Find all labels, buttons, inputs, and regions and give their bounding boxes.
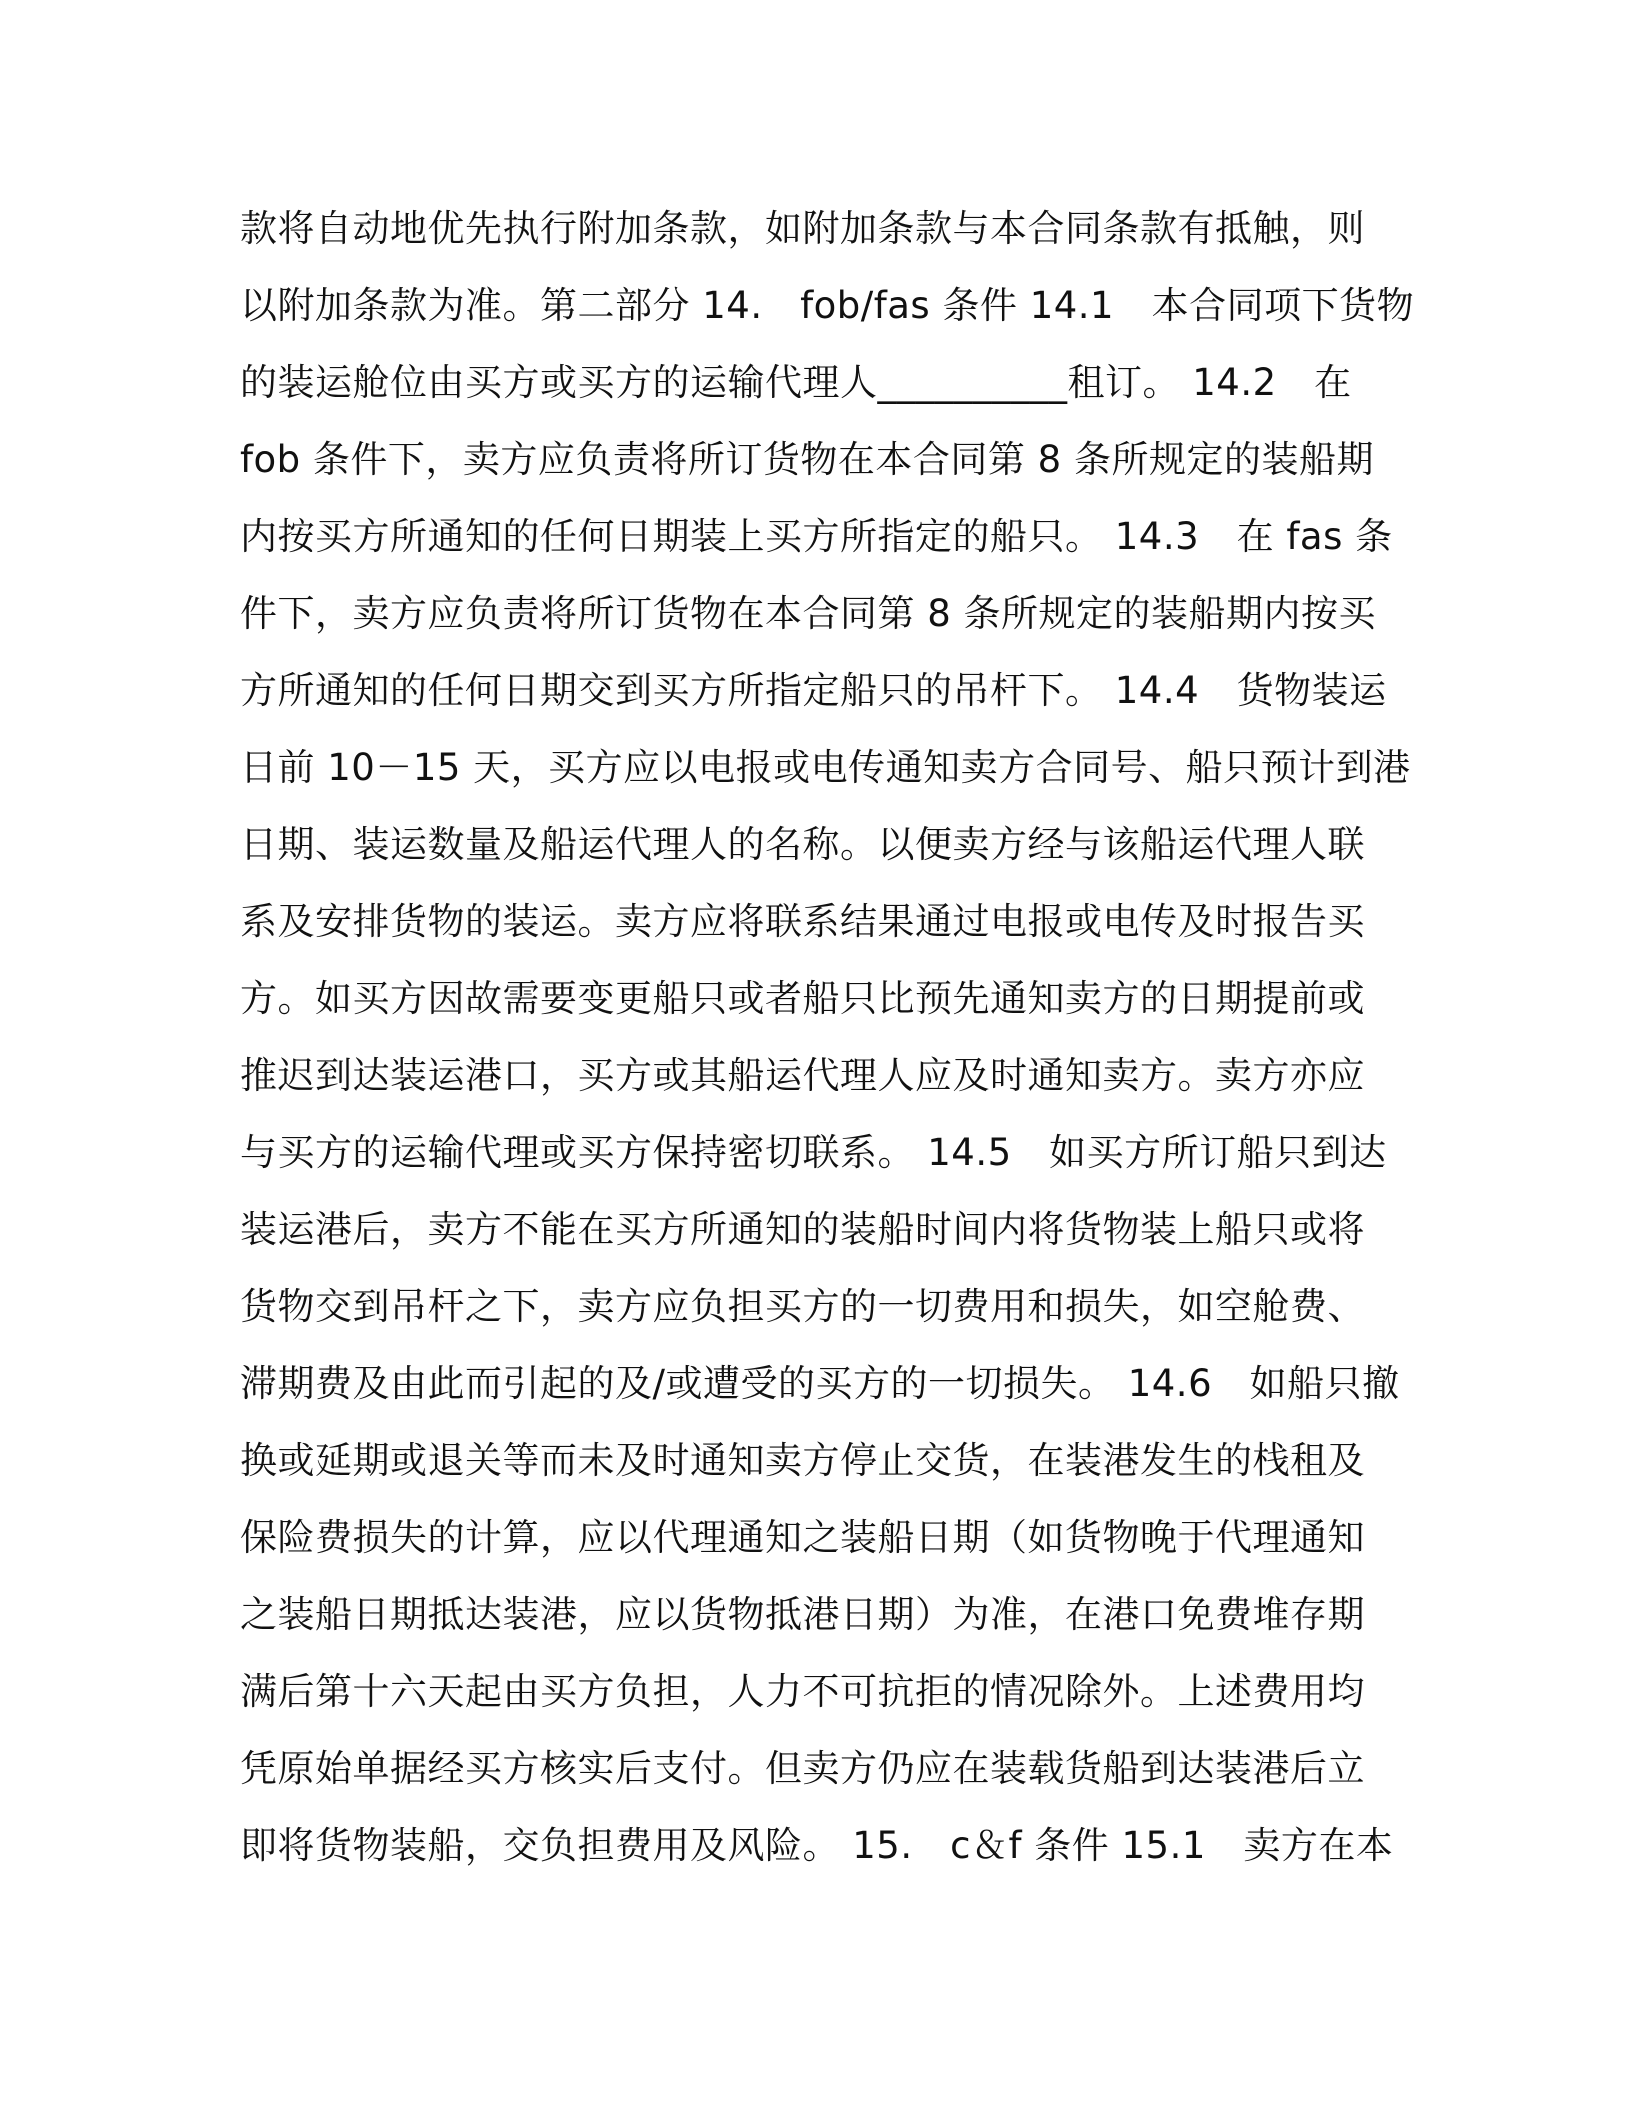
text-line: 系及安排货物的装运。卖方应将联系结果通过电报或电传及时报告买 — [240, 900, 1365, 943]
text-line: 以附加条款为准。第二部分 14. fob/fas 条件 14.1 本合同项下货物 — [240, 284, 1415, 327]
text-line: 即将货物装船，交负担费用及风险。 15. c＆f 条件 15.1 卖方在本 — [240, 1824, 1394, 1867]
text-line: 与买方的运输代理或买方保持密切联系。 14.5 如买方所订船只到达 — [240, 1131, 1387, 1174]
text-line: 方所通知的任何日期交到买方所指定船只的吊杆下。 14.4 货物装运 — [240, 669, 1387, 712]
text-line: 之装船日期抵达装港，应以货物抵港日期）为准，在港口免费堆存期 — [240, 1593, 1365, 1636]
text-line: 满后第十六天起由买方负担，人力不可抗拒的情况除外。上述费用均 — [240, 1670, 1365, 1713]
text-line: 日前 10－15 天，买方应以电报或电传通知卖方合同号、船只预计到港 — [240, 746, 1411, 789]
text-line: 的装运舱位由买方或买方的运输代理人__________租订。 14.2 在 — [240, 361, 1352, 404]
text-line: 保险费损失的计算，应以代理通知之装船日期（如货物晚于代理通知 — [240, 1516, 1365, 1559]
text-line: 件下，卖方应负责将所订货物在本合同第 8 条所规定的装船期内按买 — [240, 592, 1377, 635]
text-line: 货物交到吊杆之下，卖方应负担买方的一切费用和损失，如空舱费、 — [240, 1285, 1365, 1328]
text-line: 推迟到达装运港口，买方或其船运代理人应及时通知卖方。卖方亦应 — [240, 1054, 1365, 1097]
text-line: 换或延期或退关等而未及时通知卖方停止交货，在装港发生的栈租及 — [240, 1439, 1365, 1482]
contract-text-body — [240, 190, 1415, 1884]
text-line: fob 条件下，卖方应负责将所订货物在本合同第 8 条所规定的装船期 — [240, 438, 1374, 481]
text-line: 内按买方所通知的任何日期装上买方所指定的船只。 14.3 在 fas 条 — [240, 515, 1393, 558]
text-line: 款将自动地优先执行附加条款，如附加条款与本合同条款有抵触，则 — [240, 207, 1365, 250]
text-line: 方。如买方因故需要变更船只或者船只比预先通知卖方的日期提前或 — [240, 977, 1365, 1020]
text-line: 滞期费及由此而引起的及/或遭受的买方的一切损失。 14.6 如船只撤 — [240, 1362, 1400, 1405]
text-line: 凭原始单据经买方核实后支付。但卖方仍应在装载货船到达装港后立 — [240, 1747, 1365, 1790]
text-line: 装运港后，卖方不能在买方所通知的装船时间内将货物装上船只或将 — [240, 1208, 1365, 1251]
text-line: 日期、装运数量及船运代理人的名称。以便卖方经与该船运代理人联 — [240, 823, 1365, 866]
